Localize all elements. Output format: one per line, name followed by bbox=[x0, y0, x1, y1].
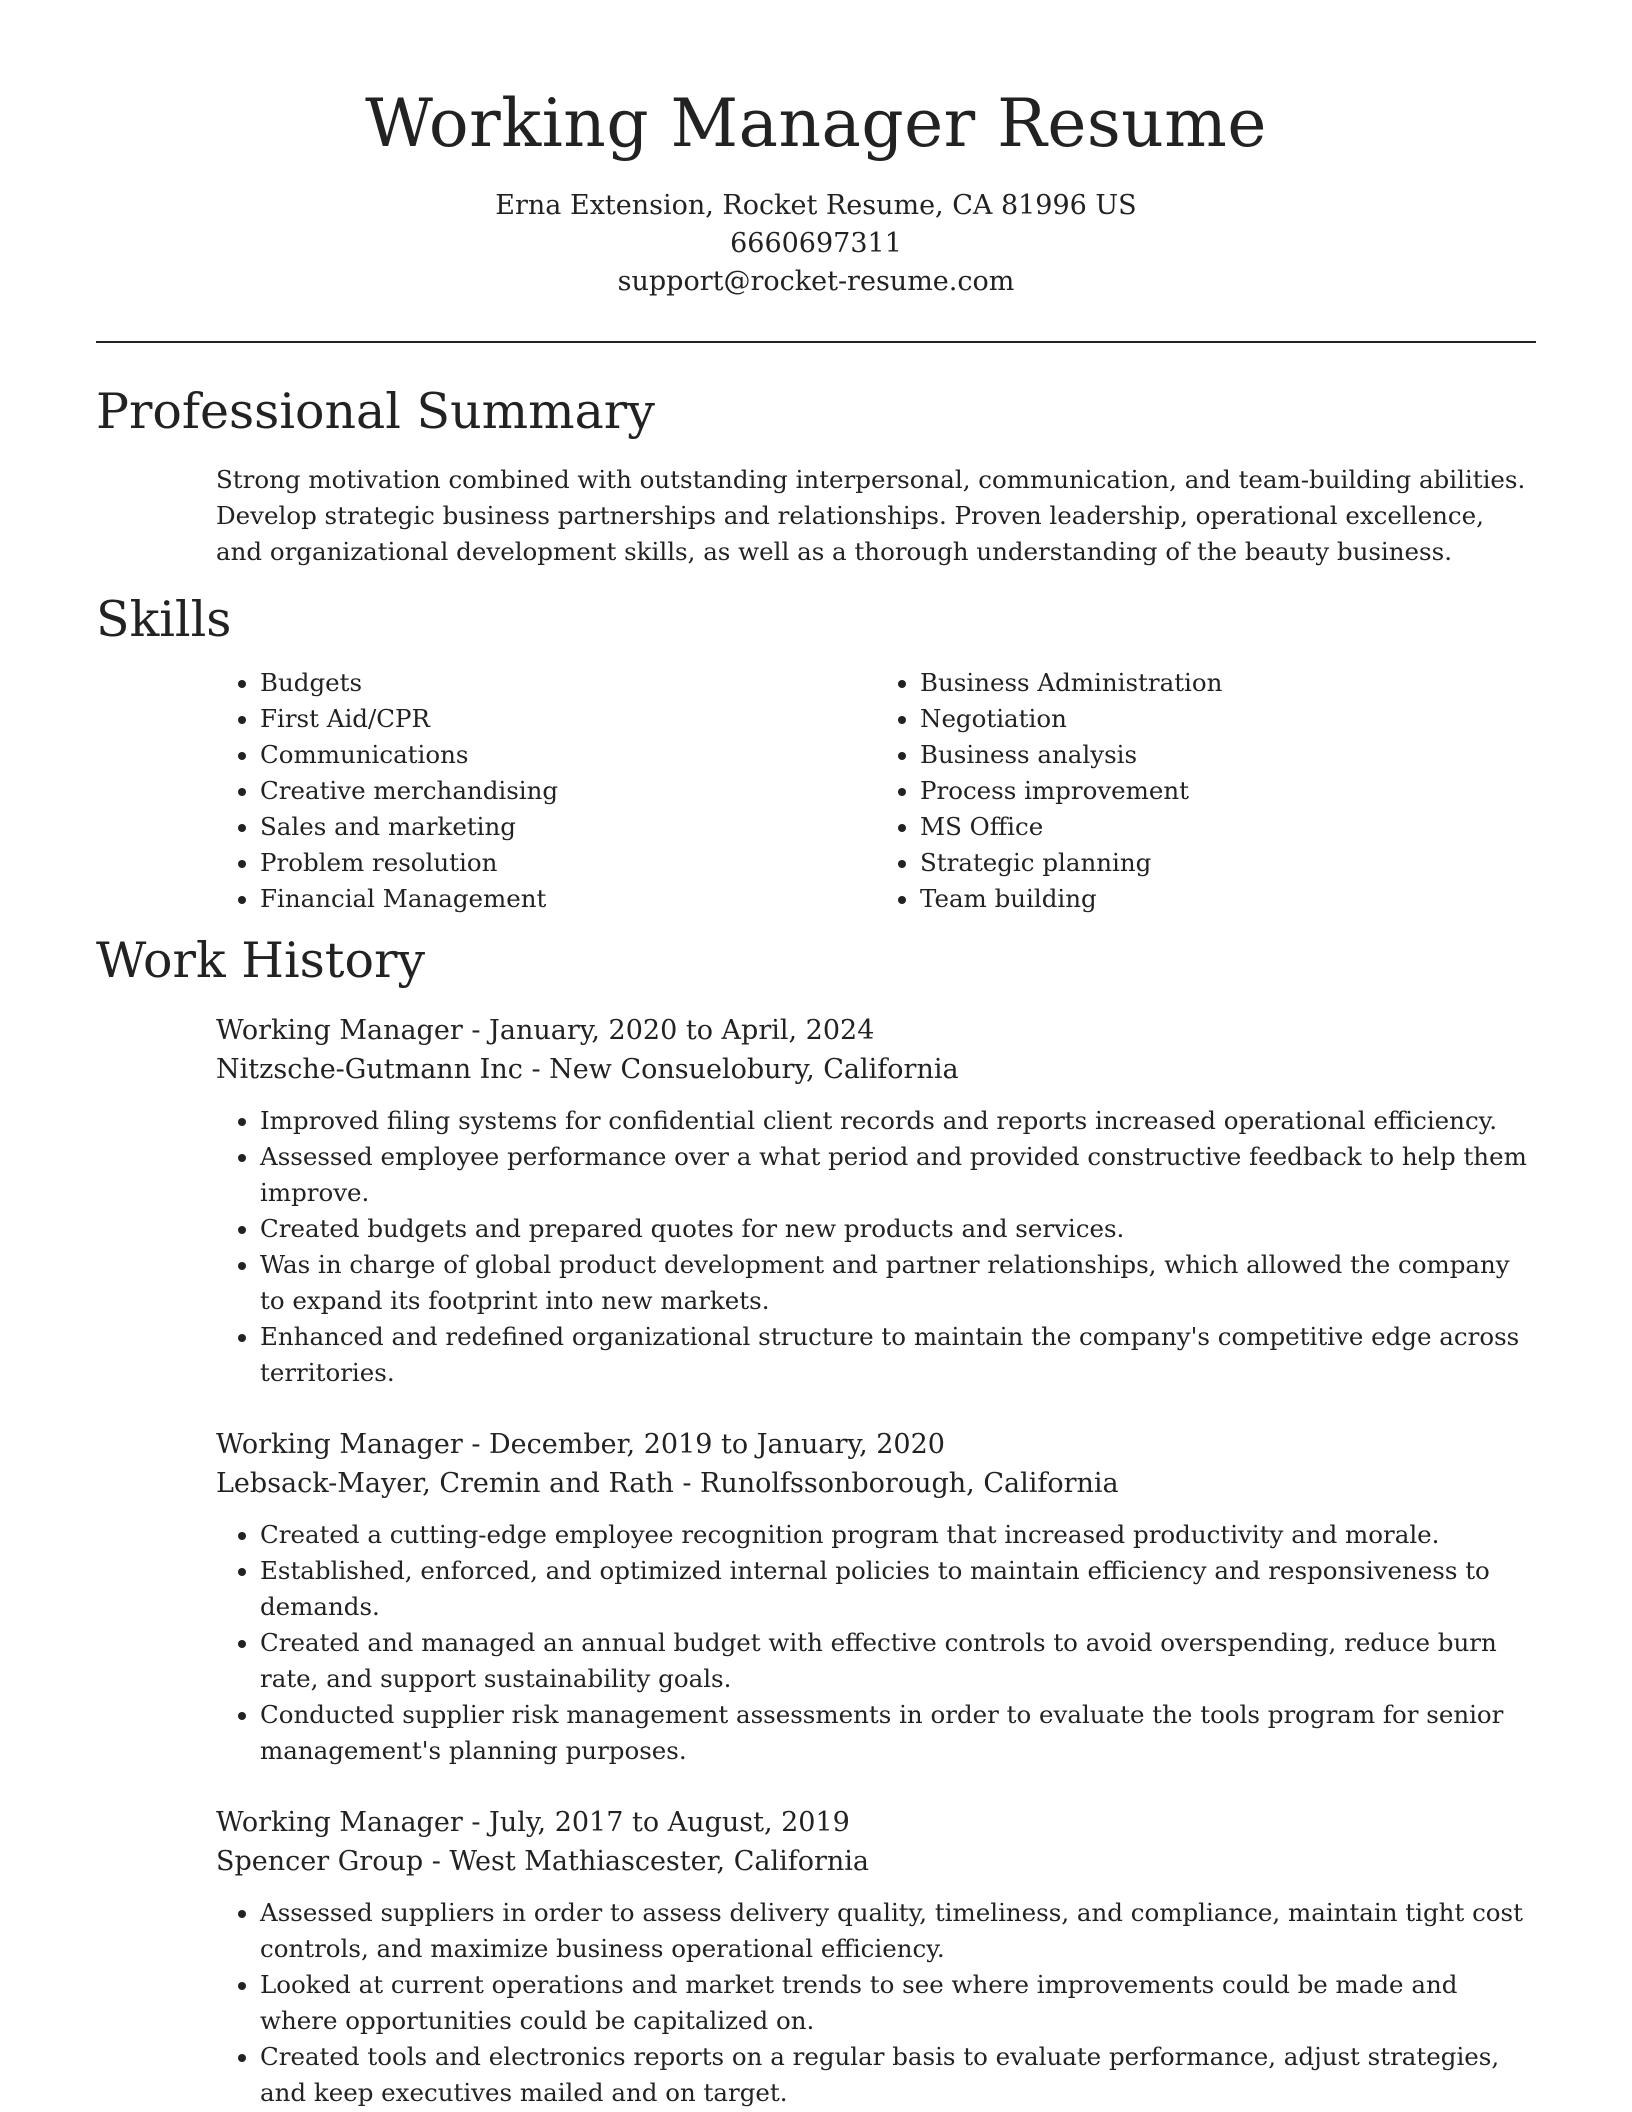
summary-heading: Professional Summary bbox=[96, 383, 655, 440]
contact-address: Erna Extension, Rocket Resume, CA 81996 US bbox=[495, 190, 1137, 222]
skill-item: • Communications bbox=[260, 737, 876, 773]
work-history-section bbox=[96, 929, 1536, 2111]
skill-item: • MS Office bbox=[920, 809, 1536, 845]
job-bullet: • Was in charge of global product development and partner relationships, which allowed the company to expand its footprint into new markets. bbox=[260, 1247, 1536, 1319]
job-entry bbox=[216, 1803, 1536, 2111]
header-divider bbox=[96, 341, 1536, 343]
job-bullet: • Created and managed an annual budget with effective controls to avoid overspending, reduce burn rate, and support sustainability goals. bbox=[260, 1625, 1536, 1697]
job-location: - Runolfssonborough, California bbox=[673, 1468, 1119, 1500]
job-bullet: • Conducted supplier risk management assessments in order to evaluate the tools program for senior management's planning purposes. bbox=[260, 1697, 1536, 1769]
job-company: Spencer Group bbox=[216, 1846, 424, 1878]
job-bullets bbox=[216, 1517, 1536, 1769]
summary-section bbox=[96, 380, 1536, 570]
contact-phone: 6660697311 bbox=[730, 228, 902, 260]
summary-text: Strong motivation combined with outstanding interpersonal, communication, and team-building abilities. Develop strategic business partnerships and relationships. Proven leadership, operational excellence, and organizational development skills, as well as a thorough understanding of the beauty business. bbox=[216, 464, 1526, 566]
job-dates: - December, 2019 to January, 2020 bbox=[462, 1429, 945, 1461]
resume-body bbox=[96, 380, 1536, 2111]
job-title: Working Manager bbox=[216, 1429, 463, 1461]
contact-email: support@rocket-resume.com bbox=[617, 266, 1015, 298]
skill-item: • Problem resolution bbox=[260, 845, 876, 881]
job-company-line bbox=[216, 1464, 1536, 1503]
skill-item: • Business analysis bbox=[920, 737, 1536, 773]
skill-item: • Creative merchandising bbox=[260, 773, 876, 809]
job-bullet: • Created budgets and prepared quotes for new products and services. bbox=[260, 1211, 1536, 1247]
job-bullet: • Assessed employee performance over a what period and provided constructive feedback to help them improve. bbox=[260, 1139, 1536, 1211]
skill-item: • Business Administration bbox=[920, 665, 1536, 701]
contact-info bbox=[0, 187, 1632, 301]
job-bullet: • Looked at current operations and market trends to see where improvements could be made and where opportunities could be capitalized on. bbox=[260, 1967, 1536, 2039]
job-company-line bbox=[216, 1842, 1536, 1881]
job-bullet: • Assessed suppliers in order to assess delivery quality, timeliness, and compliance, maintain tight cost controls, and maximize business operational efficiency. bbox=[260, 1895, 1536, 1967]
job-title: Working Manager bbox=[216, 1015, 463, 1047]
job-dates: - January, 2020 to April, 2024 bbox=[462, 1015, 875, 1047]
job-title-line bbox=[216, 1425, 1536, 1464]
job-company: Lebsack-Mayer, Cremin and Rath bbox=[216, 1468, 674, 1500]
job-bullet: • Established, enforced, and optimized internal policies to maintain efficiency and responsiveness to demands. bbox=[260, 1553, 1536, 1625]
resume-header bbox=[0, 0, 1632, 301]
resume-title: Working Manager Resume bbox=[365, 85, 1267, 162]
skill-item: • First Aid/CPR bbox=[260, 701, 876, 737]
job-entry bbox=[216, 1011, 1536, 1391]
job-entry bbox=[216, 1425, 1536, 1769]
skills-column-left bbox=[216, 665, 876, 917]
skill-item: • Team building bbox=[920, 881, 1536, 917]
skill-item: • Negotiation bbox=[920, 701, 1536, 737]
work-history-heading: Work History bbox=[96, 932, 426, 990]
skill-item: • Financial Management bbox=[260, 881, 876, 917]
job-location: - New Consuelobury, California bbox=[522, 1054, 959, 1086]
job-title-line bbox=[216, 1803, 1536, 1842]
job-location: - West Mathiascester, California bbox=[423, 1846, 870, 1878]
job-bullet: • Created a cutting-edge employee recognition program that increased productivity and morale. bbox=[260, 1517, 1536, 1553]
skills-section bbox=[96, 588, 1536, 918]
job-bullet: • Created tools and electronics reports on a regular basis to evaluate performance, adjust strategies, and keep executives mailed and on target. bbox=[260, 2039, 1536, 2111]
job-title-line bbox=[216, 1011, 1536, 1050]
job-dates: - July, 2017 to August, 2019 bbox=[462, 1807, 850, 1839]
job-title: Working Manager bbox=[216, 1807, 463, 1839]
skills-list bbox=[216, 665, 1536, 917]
skill-item: • Sales and marketing bbox=[260, 809, 876, 845]
job-company: Nitzsche-Gutmann Inc bbox=[216, 1054, 523, 1086]
job-bullet: • Enhanced and redefined organizational structure to maintain the company's competitive edge across territories. bbox=[260, 1319, 1536, 1391]
skills-heading: Skills bbox=[96, 590, 232, 648]
skill-item: • Budgets bbox=[260, 665, 876, 701]
job-bullets bbox=[216, 1895, 1536, 2111]
job-bullets bbox=[216, 1103, 1536, 1391]
job-bullet: • Improved filing systems for confidential client records and reports increased operational efficiency. bbox=[260, 1103, 1536, 1139]
skills-column-right bbox=[876, 665, 1536, 917]
skill-item: • Process improvement bbox=[920, 773, 1536, 809]
job-company-line bbox=[216, 1050, 1536, 1089]
skill-item: • Strategic planning bbox=[920, 845, 1536, 881]
